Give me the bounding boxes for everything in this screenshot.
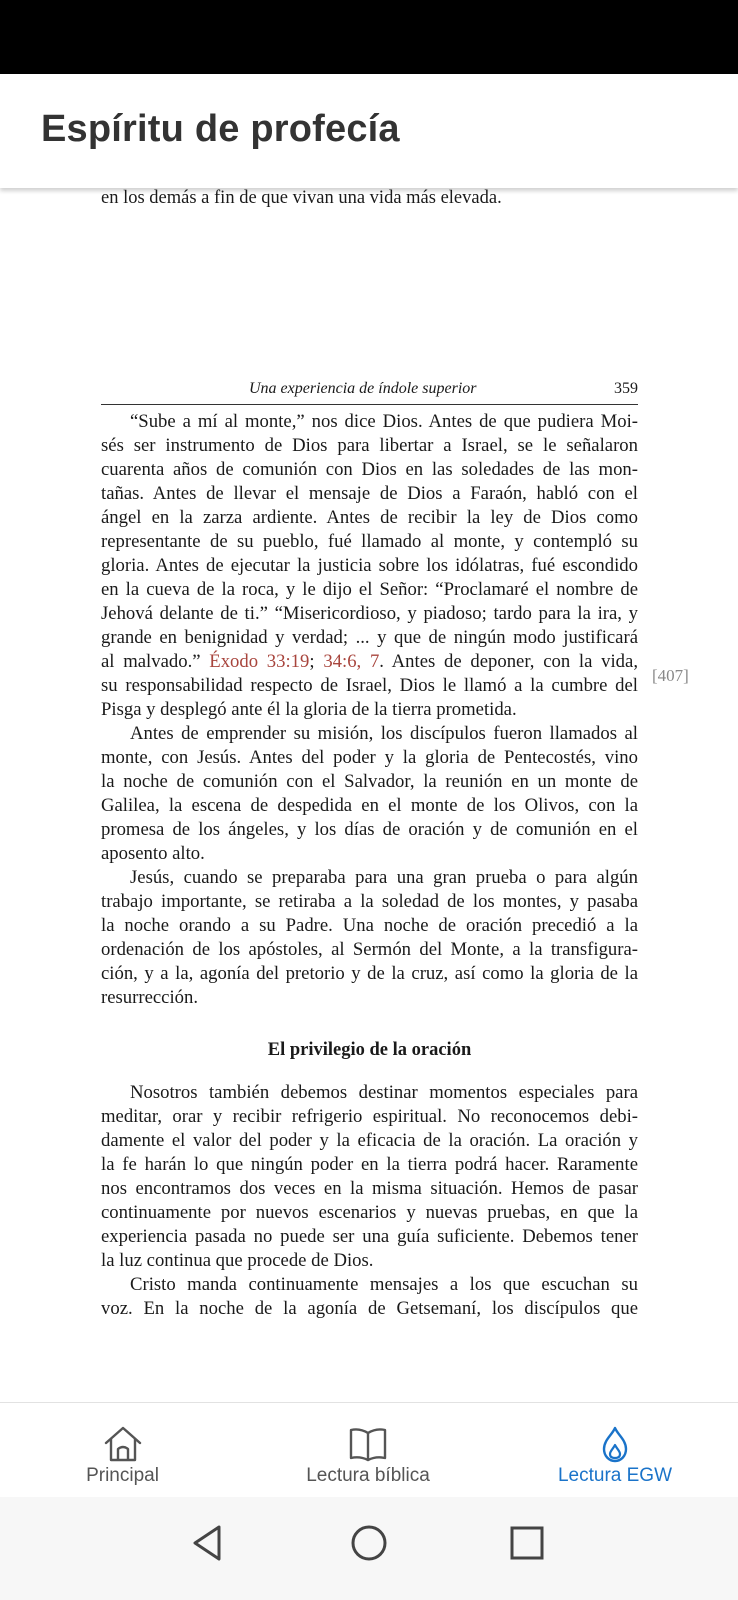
home-icon — [103, 1425, 143, 1463]
paragraph-1 — [101, 379, 638, 1010]
text-line: resurrección. — [101, 987, 199, 1008]
text-line: nos encontramos dos veces en la misma situación. Hemos de pasar — [101, 1178, 638, 1199]
status-bar — [0, 0, 738, 74]
app-bar — [0, 74, 738, 188]
text-line: promesa de los ángeles, y los días de oración y de comunión en el — [101, 819, 638, 840]
text-line: Galilea, la escena de despedida en el monte de los Olivos, con la — [101, 795, 638, 816]
text-fragment: ; — [309, 651, 324, 672]
nav-label: Lectura EGW — [557, 1465, 673, 1486]
text-line: ordenación de los apóstoles, al Sermón del Monte, a la transfigura- — [101, 939, 638, 960]
text-line: Pisga y desplegó ante él la gloria de la tierra prometida. — [101, 699, 517, 720]
text-line: tañas. Antes de llevar el mensaje de Dios a Faraón, habló con el — [101, 483, 638, 504]
text-line: Antes de emprender su misión, los discípulos fueron llamados al — [130, 723, 638, 744]
nav-label: Lectura bíblica — [306, 1465, 430, 1486]
text-line: gloria. Antes de ejecutar la justicia sobre los idólatras, fué escondido — [101, 555, 638, 576]
flame-icon — [595, 1425, 635, 1463]
home-circle-icon[interactable] — [349, 1523, 389, 1563]
text-line: Jesús, cuando se preparaba para una gran prueba o para algún — [130, 867, 638, 888]
text-fragment: . Antes de deponer, con la vida, — [379, 651, 638, 672]
system-navigation-bar — [0, 1497, 738, 1600]
bible-reference-link[interactable]: Éxodo 33:19 — [209, 651, 310, 672]
previous-page-tail: en los demás a fin de que vivan una vida más elevada. — [101, 188, 502, 208]
text-line: meditar, orar y recibir refrigerio espiritual. No reconocemos debi- — [101, 1106, 638, 1127]
bottom-navigation — [0, 1402, 738, 1497]
text-line: experiencia pasada no puede ser una guía suficiente. Debemos tener — [101, 1226, 638, 1247]
text-line: la luz continua que procede de Dios. — [101, 1250, 374, 1271]
text-line: la fe harán lo que ningún poder en la tierra podrá hacer. Raramente — [101, 1154, 638, 1175]
text-line: en la cueva de la roca, y le dijo el Señor: “Proclamaré el nombre de — [101, 579, 638, 600]
reader-content[interactable] — [0, 188, 738, 1402]
text-line: cuarenta años de comunión con Dios en las soledades de las mon- — [101, 459, 638, 480]
text-line: Jehová delante de ti.” “Misericordioso, y piadoso; tardo para la ira, y — [101, 603, 638, 624]
text-line: “Sube a mí al monte,” nos dice Dios. Antes de que pudiera Moi- — [130, 411, 638, 432]
text-line-with-references — [101, 650, 638, 674]
app-title: Espíritu de profecía — [41, 108, 400, 150]
nav-label: Principal — [86, 1465, 159, 1486]
text-line: representante de su pueblo, fué llamado al monte, y contempló su — [101, 531, 638, 552]
text-line: grande en benignidad y verdad; ... y que de ningún modo justificará — [101, 627, 638, 648]
text-line: ción, y a la, agonía del pretorio y de la cruz, así como la gloria de la — [101, 963, 638, 984]
chapter-running-title: Una experiencia de índole superior — [249, 380, 477, 397]
recents-icon[interactable] — [507, 1523, 547, 1563]
text-line: ángel en la zarza ardiente. Antes de recibir la ley de Dios como — [101, 507, 638, 528]
text-line: sés ser instrumento de Dios para libertar a Israel, se le señalaron — [101, 435, 638, 456]
section-heading: El privilegio de la oración — [267, 1040, 472, 1060]
nav-lectura-egw[interactable] — [531, 1403, 699, 1498]
nav-principal[interactable] — [40, 1403, 205, 1498]
text-line: voz. En la noche de la agonía de Getsemaní, los discípulos que — [101, 1298, 638, 1319]
text-line: su responsabilidad respecto de Israel, Dios le llamó a la cumbre del — [101, 675, 638, 696]
text-line: monte, con Jesús. Antes del poder y la gloria de Pentecostés, vino — [101, 747, 638, 768]
text-line: aposento alto. — [101, 843, 205, 864]
original-page-marker: [407] — [652, 666, 689, 685]
text-line: trabajo importante, se retiraba a la soledad de los montes, y pasaba — [101, 891, 638, 912]
bible-reference-link[interactable]: 34:6, 7 — [323, 651, 380, 672]
nav-lectura-biblica[interactable] — [268, 1403, 468, 1498]
text-line: la noche orando a su Padre. Una noche de oración precedió a la — [101, 915, 638, 936]
text-line: damente el valor del poder y la eficacia de la oración. La oración y — [101, 1130, 638, 1151]
text-line: Nosotros también debemos destinar momentos especiales para — [130, 1082, 638, 1103]
text-fragment: al malvado.” — [101, 651, 210, 672]
paragraph-4 — [101, 1081, 638, 1321]
open-book-icon — [348, 1425, 388, 1463]
back-icon[interactable] — [188, 1523, 228, 1563]
text-line: la noche de comunión con el Salvador, la reunión en un monte de — [101, 771, 638, 792]
book-page-number: 359 — [614, 380, 638, 397]
text-line: Cristo manda continuamente mensajes a los que escuchan su — [130, 1274, 638, 1295]
text-line: continuamente por nuevos escenarios y nuevas pruebas, en que la — [101, 1202, 638, 1223]
